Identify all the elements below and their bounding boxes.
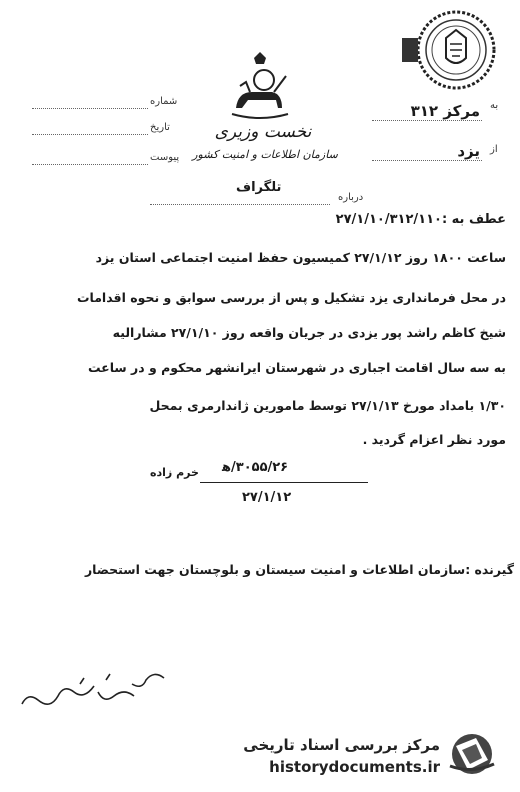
body-line-2: در محل فرمانداری یزد تشکیل و پس از بررسی سوابق و نحوه اقدامات <box>76 290 506 305</box>
body-line-5: ۱/۳۰ بامداد مورخ ۲۷/۱/۱۳ توسط مامورین ژاندارمری بمحل <box>149 398 506 413</box>
signer-name: خرم زاده <box>150 466 199 479</box>
archive-website: historydocuments.ir <box>269 758 440 776</box>
to-line <box>372 120 482 121</box>
from-value: یزد <box>457 142 480 160</box>
reference-line: عطف به :۲۷/۱/۱۰/۳۱۲/۱۱۰ <box>335 212 506 227</box>
signature-code: ۳۰۵۵/۲۶/ﻫ <box>222 460 289 475</box>
body-line-3: شیخ کاظم راشد پور یزدی در جریان واقعه روز ۲۷/۱/۱۰ مشارالیه <box>112 325 506 340</box>
from-prefix: از <box>490 144 498 155</box>
lion-and-sun-emblem-icon <box>228 52 292 124</box>
handwritten-note-icon <box>14 666 184 722</box>
signature-underline <box>200 482 368 483</box>
archive-logo-icon <box>448 730 496 778</box>
signature-date: ۲۷/۱/۱۲ <box>242 490 292 505</box>
organization-name: سازمان اطلاعات و امنیت کشور <box>192 148 338 161</box>
body-line-4: به سه سال اقامت اجباری در شهرستان ایرانشهر محکوم و در ساعت <box>87 360 506 375</box>
number-line <box>32 108 148 109</box>
subject-label: درباره <box>338 192 364 203</box>
official-seal-icon <box>398 8 502 92</box>
archive-name: مرکز بررسی اسناد تاریخی <box>243 736 440 754</box>
attachment-line <box>32 164 148 165</box>
date-line <box>32 134 148 135</box>
attachment-label: پیوست <box>150 152 180 163</box>
body-line-6: مورد نظر اعزام گردید . <box>362 432 506 447</box>
subject-line <box>150 204 330 205</box>
body-line-1: ساعت ۱۸۰۰ روز ۲۷/۱/۱۲ کمیسیون حفظ امنیت اجتماعی استان یزد <box>95 250 506 265</box>
to-value: مرکز ۳۱۲ <box>410 102 480 120</box>
ministry-title: نخست وزیری <box>214 122 312 142</box>
date-label: تاریخ <box>150 122 170 133</box>
recipient-note: گیرنده :سازمان اطلاعات و امنیت سیستان و بلوچستان جهت استحضار <box>84 562 514 577</box>
number-label: شماره <box>150 96 178 107</box>
to-prefix: به <box>490 100 499 111</box>
document-type: تلگراف <box>236 180 282 195</box>
from-line <box>372 160 482 161</box>
